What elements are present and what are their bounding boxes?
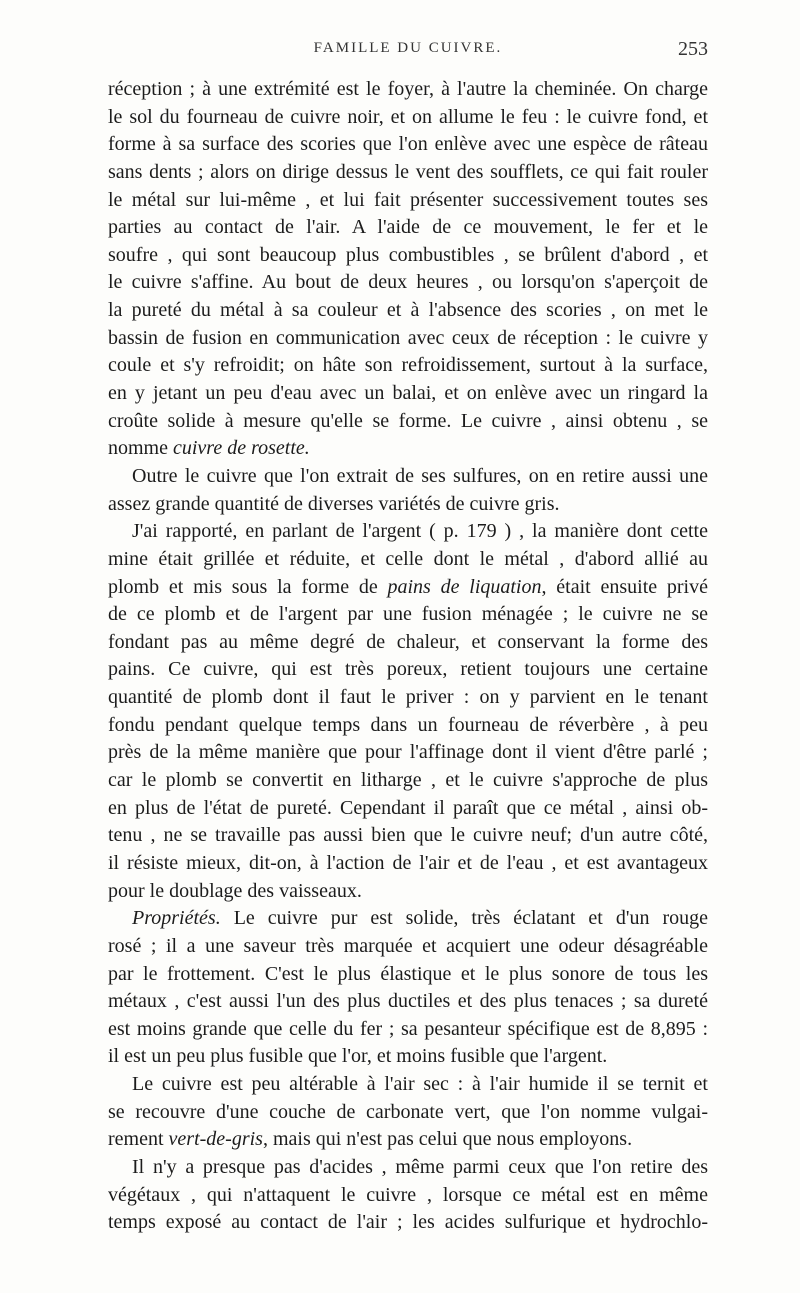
text-line — [108, 1126, 708, 1154]
line-text: est moins grande que celle du fer ; sa pesanteur spécifique est de 8,895 : — [108, 1017, 708, 1040]
line-text: en plus de l'état de pureté. Cependant il paraît que ce métal , ainsi ob- — [108, 796, 708, 819]
line-text: pour le doublage des vaisseaux. — [108, 879, 362, 902]
line-text-after: Le cuivre pur est solide, très éclatant et d'un rouge — [220, 907, 708, 930]
text-line — [108, 988, 708, 1016]
text-line — [108, 601, 708, 629]
line-text: de ce plomb et de l'argent par une fusion ménagée ; le cuivre ne se — [108, 603, 708, 626]
text-line — [108, 408, 708, 436]
line-text: sans dents ; alors on dirige dessus le vent des soufflets, ce qui fait rouler — [108, 160, 708, 183]
text-line — [108, 684, 708, 712]
text-line — [108, 380, 708, 408]
text-line — [108, 269, 708, 297]
text-line — [108, 297, 708, 325]
text-line — [108, 1043, 708, 1071]
text-line — [108, 104, 708, 132]
line-text: quantité de plomb dont il faut le priver : on y parvient en le tenant — [108, 686, 708, 709]
line-text: Il n'y a presque pas d'acides , même parmi ceux que l'on retire des — [132, 1155, 708, 1178]
line-text: près de la même manière que pour l'affinage dont il vient d'être parlé ; — [108, 741, 708, 764]
text-line — [108, 905, 708, 933]
line-text: pains. Ce cuivre, qui est très poreux, retient toujours une certaine — [108, 658, 708, 681]
line-text: il résiste mieux, dit-on, à l'action de l'air et de l'eau , et est avantageux — [108, 851, 708, 874]
text-line — [108, 1182, 708, 1210]
text-line — [108, 325, 708, 353]
italic-term: Propriétés. — [132, 907, 221, 930]
text-line — [108, 214, 708, 242]
line-text: en y jetant un peu d'eau avec un balai, et on enlève avec un ringard la — [108, 382, 708, 405]
page-number: 253 — [678, 38, 708, 60]
italic-term: vert-de-gris — [168, 1128, 263, 1151]
text-line — [108, 1016, 708, 1044]
line-text: nomme — [108, 437, 173, 460]
line-text: le métal sur lui-même , et lui fait présenter successivement toutes ses — [108, 188, 708, 211]
line-text: végétaux , qui n'attaquent le cuivre , lorsque ce métal est en même — [108, 1183, 708, 1206]
running-head: FAMILLE DU CUIVRE. — [313, 40, 503, 56]
line-text: tenu , ne se travaille pas aussi bien que le cuivre neuf; d'un autre côté, — [108, 824, 708, 847]
text-line — [108, 546, 708, 574]
italic-term: pains de liquation — [387, 575, 542, 598]
line-text: bassin de fusion en communication avec ceux de réception : le cuivre y — [108, 326, 708, 349]
line-text-after: , était ensuite privé — [541, 575, 708, 598]
line-text: temps exposé au contact de l'air ; les acides sulfurique et hydrochlo- — [108, 1211, 708, 1234]
line-text: réception ; à une extrémité est le foyer, à l'autre la cheminée. On charge — [108, 78, 708, 100]
text-line — [108, 629, 708, 657]
text-line — [108, 1099, 708, 1127]
line-text: le cuivre s'affine. Au bout de deux heures , ou lorsqu'on s'aperçoit de — [108, 271, 708, 294]
line-text: parties au contact de l'air. A l'aide de ce mouvement, le fer et le — [108, 216, 708, 239]
text-line — [108, 1209, 708, 1237]
text-line — [108, 767, 708, 795]
text-line — [108, 1154, 708, 1182]
text-line — [108, 712, 708, 740]
text-line — [108, 574, 708, 602]
text-line — [108, 518, 708, 546]
text-line — [108, 878, 708, 906]
line-text: métaux , c'est aussi l'un des plus ductiles et des plus tenaces ; sa dureté — [108, 990, 708, 1013]
line-text: rosé ; il a une saveur très marquée et acquiert une odeur désagréable — [108, 934, 708, 957]
text-line — [108, 656, 708, 684]
text-line — [108, 76, 708, 104]
line-text: mine était grillée et réduite, et celle dont le métal , d'abord allié au — [108, 547, 708, 570]
line-text: J'ai rapporté, en parlant de l'argent ( p. 179 ) , la manière dont cette — [132, 520, 708, 543]
line-text: Outre le cuivre que l'on extrait de ses sulfures, on en retire aussi une — [132, 464, 708, 487]
line-text: le sol du fourneau de cuivre noir, et on allume le feu : le cuivre fond, et — [108, 105, 708, 128]
line-text: la pureté du métal à sa couleur et à l'absence des scories , on met le — [108, 299, 708, 322]
text-line — [108, 1071, 708, 1099]
line-text: plomb et mis sous la forme de — [108, 575, 388, 598]
text-line — [108, 159, 708, 187]
line-text: fondu pendant quelque temps dans un fourneau de réverbère , à peu — [108, 713, 708, 736]
line-text: par le frottement. C'est le plus élastique et le plus sonore de tous les — [108, 962, 708, 985]
text-line — [108, 961, 708, 989]
text-line — [108, 463, 708, 491]
text-line — [108, 131, 708, 159]
line-text-after: , mais qui n'est pas celui que nous employons. — [262, 1128, 633, 1151]
body-text — [108, 76, 708, 1237]
line-text: assez grande quantité de diverses variétés de cuivre gris. — [108, 492, 560, 515]
text-line — [108, 435, 708, 463]
line-text: coule et s'y refroidit; on hâte son refroidissement, surtout à la surface, — [108, 354, 708, 377]
page-header — [108, 40, 708, 68]
text-line — [108, 242, 708, 270]
line-text: forme à sa surface des scories que l'on enlève avec une espèce de râteau — [108, 133, 708, 156]
line-text: se recouvre d'une couche de carbonate vert, que l'on nomme vulgai- — [108, 1100, 708, 1123]
text-line — [108, 491, 708, 519]
text-line — [108, 850, 708, 878]
text-line — [108, 795, 708, 823]
text-line — [108, 739, 708, 767]
text-line — [108, 822, 708, 850]
line-text: Le cuivre est peu altérable à l'air sec : à l'air humide il se ternit et — [132, 1073, 708, 1096]
line-text: il est un peu plus fusible que l'or, et moins fusible que l'argent. — [108, 1045, 608, 1068]
line-text: rement — [108, 1128, 169, 1151]
italic-term: cuivre de rosette. — [173, 437, 310, 460]
line-text: croûte solide à mesure qu'elle se forme. Le cuivre , ainsi obtenu , se — [108, 409, 708, 432]
line-text: soufre , qui sont beaucoup plus combustibles , se brûlent d'abord , et — [108, 243, 708, 266]
text-line — [108, 187, 708, 215]
line-text: fondant pas au même degré de chaleur, et conservant la forme des — [108, 630, 708, 653]
line-text: car le plomb se convertit en litharge , et le cuivre s'approche de plus — [108, 769, 708, 792]
text-line — [108, 933, 708, 961]
text-line — [108, 352, 708, 380]
